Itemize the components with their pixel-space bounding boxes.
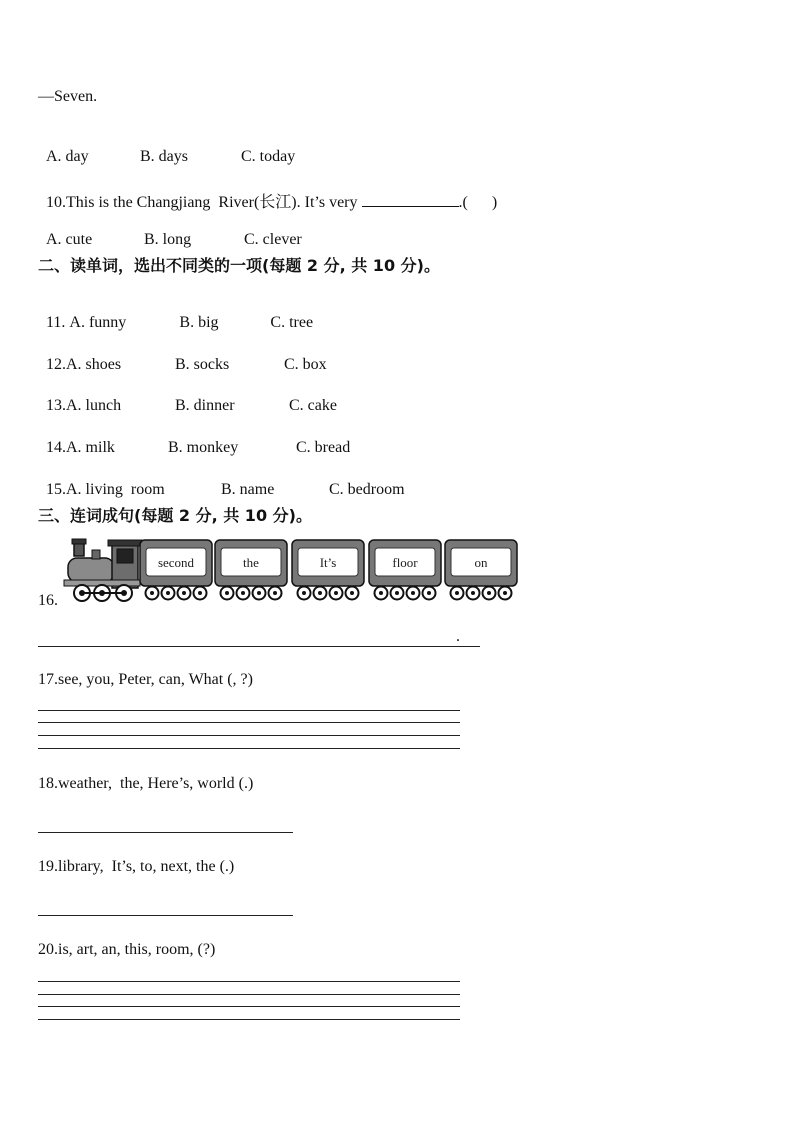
q14-option-b: B. monkey (168, 439, 239, 456)
q15-option-a: A. living room (66, 481, 165, 498)
q20-writing-line-4[interactable] (38, 1019, 460, 1020)
q17-writing-line-3[interactable] (38, 735, 460, 736)
q11-option-c: C. tree (270, 314, 314, 331)
q9-answer: —Seven. (38, 88, 98, 105)
q13-option-a: A. lunch (66, 397, 122, 414)
train-car-word-5: on (474, 555, 488, 570)
train-car-2 (215, 540, 287, 600)
q12 (38, 338, 327, 374)
q11-option-b: B. big (179, 314, 219, 331)
section2-title: 二、读单词，选出不同类的一项(每题 2 分, 共 10 分)。 (38, 256, 440, 275)
q20-writing-line-2[interactable] (38, 994, 460, 995)
q16-number: 16. (38, 592, 58, 609)
q15-option-b: B. name (221, 481, 275, 498)
q15 (38, 463, 405, 499)
q12-option-b: B. socks (175, 356, 230, 373)
q15-option-c: C. bedroom (329, 481, 405, 498)
q20-writing-line-1[interactable] (38, 981, 460, 982)
train-car-4 (369, 540, 441, 600)
q13-number: 13. (46, 397, 66, 414)
q10-blank[interactable] (362, 192, 459, 207)
q17-writing-line-2[interactable] (38, 722, 460, 723)
q15-number: 15. (46, 481, 66, 498)
q10-option-c: C. clever (244, 231, 302, 248)
q9-options (38, 130, 295, 166)
q13 (38, 379, 337, 415)
train-car-3 (292, 540, 364, 600)
q10-text: 10.This is the Changjiang River(长江). It’s very (46, 194, 362, 211)
q12-option-a: A. shoes (66, 356, 122, 373)
q16-answer-line[interactable] (38, 646, 480, 647)
q12-option-c: C. box (284, 356, 327, 373)
q11-number: 11. (46, 314, 70, 331)
q19-answer-line[interactable] (38, 915, 293, 916)
q17-writing-line-1[interactable] (38, 710, 460, 711)
q14 (38, 421, 350, 457)
q19-prompt: 19.library, It’s, to, next, the (.) (38, 858, 235, 875)
q14-option-c: C. bread (296, 439, 351, 456)
q16-period: . (456, 628, 460, 645)
q9-option-a: A. day (46, 148, 89, 165)
q9-option-c: C. today (241, 148, 296, 165)
q9-option-b: B. days (140, 148, 188, 165)
q18-answer-line[interactable] (38, 832, 293, 833)
train-car-word-4: floor (392, 555, 418, 570)
q14-number: 14. (46, 439, 66, 456)
train-car-1 (140, 540, 212, 600)
train-car-word-3: It’s (319, 555, 337, 570)
q20-prompt: 20.is, art, an, this, room, (?) (38, 941, 216, 958)
q10-question (38, 171, 497, 212)
q10-options (38, 213, 302, 249)
section3-title: 三、连词成句(每题 2 分, 共 10 分)。 (38, 506, 312, 525)
q17-prompt: 17.see, you, Peter, can, What (, ?) (38, 671, 253, 688)
q12-number: 12. (46, 356, 66, 373)
q13-option-c: C. cake (289, 397, 337, 414)
q10-end: .( ) (458, 194, 498, 211)
q17-writing-line-4[interactable] (38, 748, 460, 749)
train-car-word-1: second (157, 555, 195, 570)
q10-option-a: A. cute (46, 231, 93, 248)
q10-option-b: B. long (144, 231, 192, 248)
locomotive-icon (64, 539, 142, 601)
q20-writing-line-3[interactable] (38, 1006, 460, 1007)
q14-option-a: A. milk (66, 439, 115, 456)
word-train-image (62, 536, 522, 606)
q18-prompt: 18.weather, the, Here’s, world (.) (38, 775, 254, 792)
train-car-word-2: the (243, 555, 259, 570)
train-car-5 (445, 540, 517, 600)
q11-option-a: A. funny (69, 314, 127, 331)
q11 (38, 296, 313, 332)
q13-option-b: B. dinner (175, 397, 235, 414)
